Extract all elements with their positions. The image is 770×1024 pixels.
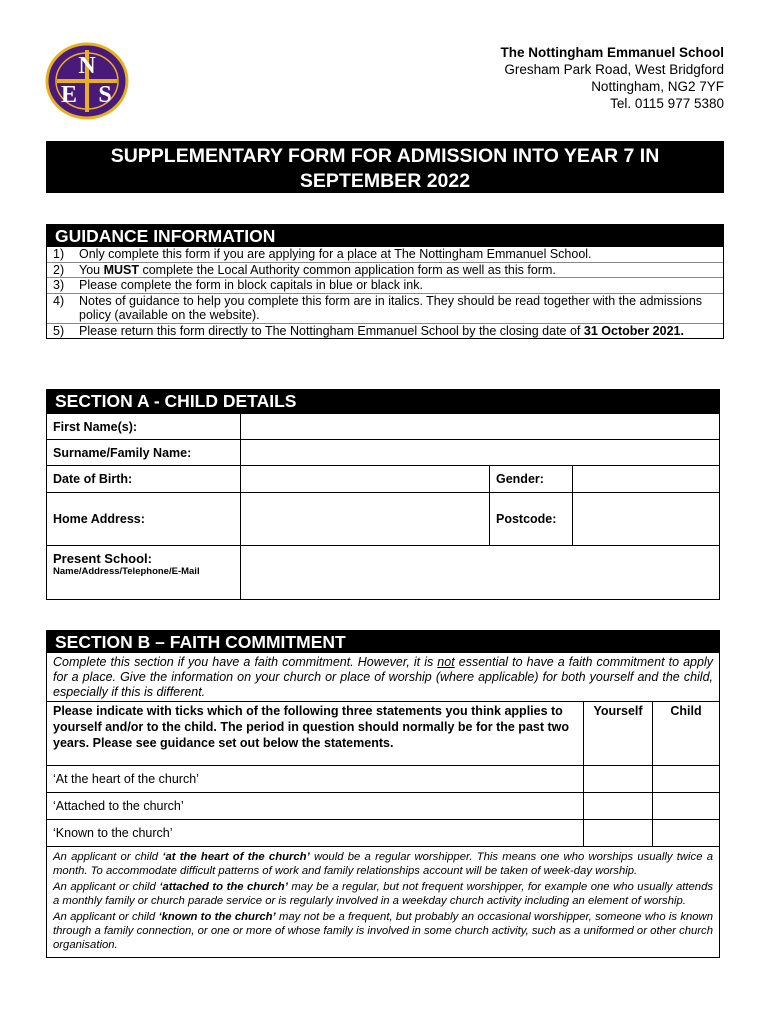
address-line-2: Nottingham, NG2 7YF: [591, 79, 724, 94]
surname-field[interactable]: [241, 440, 720, 466]
gender-field[interactable]: [573, 466, 720, 493]
note-text: An applicant or child: [53, 881, 160, 893]
intro-underlined: not: [437, 655, 455, 669]
first-name-label: First Name(s):: [47, 414, 241, 440]
faith-statements-table: [46, 701, 720, 847]
guidance-text: [79, 263, 723, 278]
gender-label: Gender:: [490, 466, 573, 493]
present-school-label: Present School:: [53, 551, 152, 566]
note-term: ‘at the heart of the church’: [162, 851, 310, 863]
guidance-item: [47, 247, 723, 262]
guidance-number: 4): [53, 293, 65, 308]
guidance-number: 3): [53, 278, 65, 292]
logo-letter-s: S: [98, 82, 112, 108]
yourself-known-checkbox[interactable]: [584, 820, 653, 847]
guidance-text: [79, 324, 723, 339]
home-address-label: Home Address:: [47, 493, 241, 546]
guidance-text-part: Please return this form directly to The Nottingham Emmanuel School by the closing date of: [79, 323, 584, 338]
guidance-number: 1): [53, 247, 65, 261]
child-column-header: Child: [653, 702, 720, 766]
school-phone: Tel. 0115 977 5380: [610, 96, 724, 111]
guidance-number: 5): [53, 323, 65, 338]
statement-heart-of-church: ‘At the heart of the church’: [47, 766, 584, 793]
statement-known-to-church: ‘Known to the church’: [47, 820, 584, 847]
note-term: ‘attached to the church’: [159, 881, 288, 893]
guidance-item: [47, 323, 723, 339]
note-term: ‘known to the church’: [158, 911, 276, 923]
address-line-1: Gresham Park Road, West Bridgford: [504, 62, 724, 77]
note-text: An applicant or child: [53, 911, 159, 923]
dob-field[interactable]: [241, 466, 490, 493]
form-title: [46, 141, 724, 193]
section-b-heading: SECTION B – FAITH COMMITMENT: [47, 631, 719, 653]
logo-letter-n: N: [78, 53, 96, 79]
section-a-heading: SECTION A - CHILD DETAILS: [46, 389, 720, 413]
first-name-field[interactable]: [241, 414, 720, 440]
postcode-field[interactable]: [573, 493, 720, 546]
statement-attached-to-church: ‘Attached to the church’: [47, 793, 584, 820]
section-b-faith-commitment: [46, 630, 720, 958]
note-text: would be a regular worshipper. This means one who worships usually twice a month. To accommodate difficult patterns of work and family relationships account will be taken of week-day worship.: [53, 851, 714, 877]
present-school-label-cell: [47, 546, 241, 600]
section-b-intro: [47, 653, 719, 702]
intro-text-part: Complete this section if you have a faith commitment. However, it is: [53, 655, 438, 669]
intro-text-part: essential to have a faith commitment to apply for a place. Give the information on your church or place of worship (where applicable) for both yourself and the child, especially if this is different.: [53, 655, 713, 699]
guidance-item: [47, 293, 723, 323]
guidance-text-part: You: [79, 262, 104, 277]
guidance-number: 2): [53, 262, 65, 277]
form-title-line-1: SUPPLEMENTARY FORM FOR ADMISSION INTO YEAR 7 IN: [110, 145, 660, 167]
surname-label: Surname/Family Name:: [47, 440, 241, 466]
statements-instruction: Please indicate with ticks which of the following three statements you think applies to yourself and/or to the child. The period in question should normally be for the past two years. Please see guidance set out below the statements.: [47, 702, 584, 766]
logo-letter-e: E: [60, 82, 78, 108]
note-text: An applicant or child: [53, 851, 163, 863]
child-known-checkbox[interactable]: [653, 820, 720, 847]
guidance-item: [47, 262, 723, 278]
present-school-sublabel: Name/Address/Telephone/E-Mail: [53, 566, 200, 577]
yourself-heart-checkbox[interactable]: [584, 766, 653, 793]
yourself-attached-checkbox[interactable]: [584, 793, 653, 820]
guidance-text: Notes of guidance to help you complete this form are in italics. They should be read together with the admissions policy (available on the website).: [79, 293, 703, 322]
child-heart-checkbox[interactable]: [653, 766, 720, 793]
guidance-emphasis: MUST: [103, 262, 139, 277]
guidance-heading: GUIDANCE INFORMATION: [47, 225, 723, 247]
faith-guidance-notes: [47, 847, 719, 957]
note-attached-to-church: [53, 880, 713, 908]
note-known-to-church: [53, 910, 713, 952]
guidance-emphasis: 31 October 2021.: [583, 323, 684, 338]
school-name: The Nottingham Emmanuel School: [500, 45, 724, 60]
note-heart-of-church: [53, 850, 713, 878]
guidance-text: Please complete the form in block capitals in blue or black ink.: [79, 278, 423, 292]
section-a-child-details: [46, 389, 720, 600]
postcode-label: Postcode:: [490, 493, 573, 546]
note-text: may not be a frequent, but probably an occasional worshipper, someone who is known through a family connection, or one or more of whose family is involved in some church activity, such as a uniformed or other church organisation.: [53, 911, 713, 951]
school-address: [500, 44, 724, 112]
present-school-field[interactable]: [241, 546, 720, 600]
note-text: may be a regular, but not frequent worshipper, for example one who usually attends a monthly family or church parade service or is regularly involved in a weekday church activity including an element of worship.: [53, 881, 714, 907]
guidance-section: [46, 224, 724, 339]
child-details-table: [46, 413, 720, 600]
guidance-text-part: complete the Local Authority common application form as well as this form.: [139, 262, 556, 277]
school-logo: [45, 42, 129, 120]
form-title-line-2: SEPTEMBER 2022: [299, 170, 471, 192]
dob-label: Date of Birth:: [47, 466, 241, 493]
child-attached-checkbox[interactable]: [653, 793, 720, 820]
yourself-column-header: Yourself: [584, 702, 653, 766]
guidance-text: Only complete this form if you are applying for a place at The Nottingham Emmanuel School.: [79, 247, 592, 261]
guidance-item: [47, 277, 723, 293]
home-address-field[interactable]: [241, 493, 490, 546]
